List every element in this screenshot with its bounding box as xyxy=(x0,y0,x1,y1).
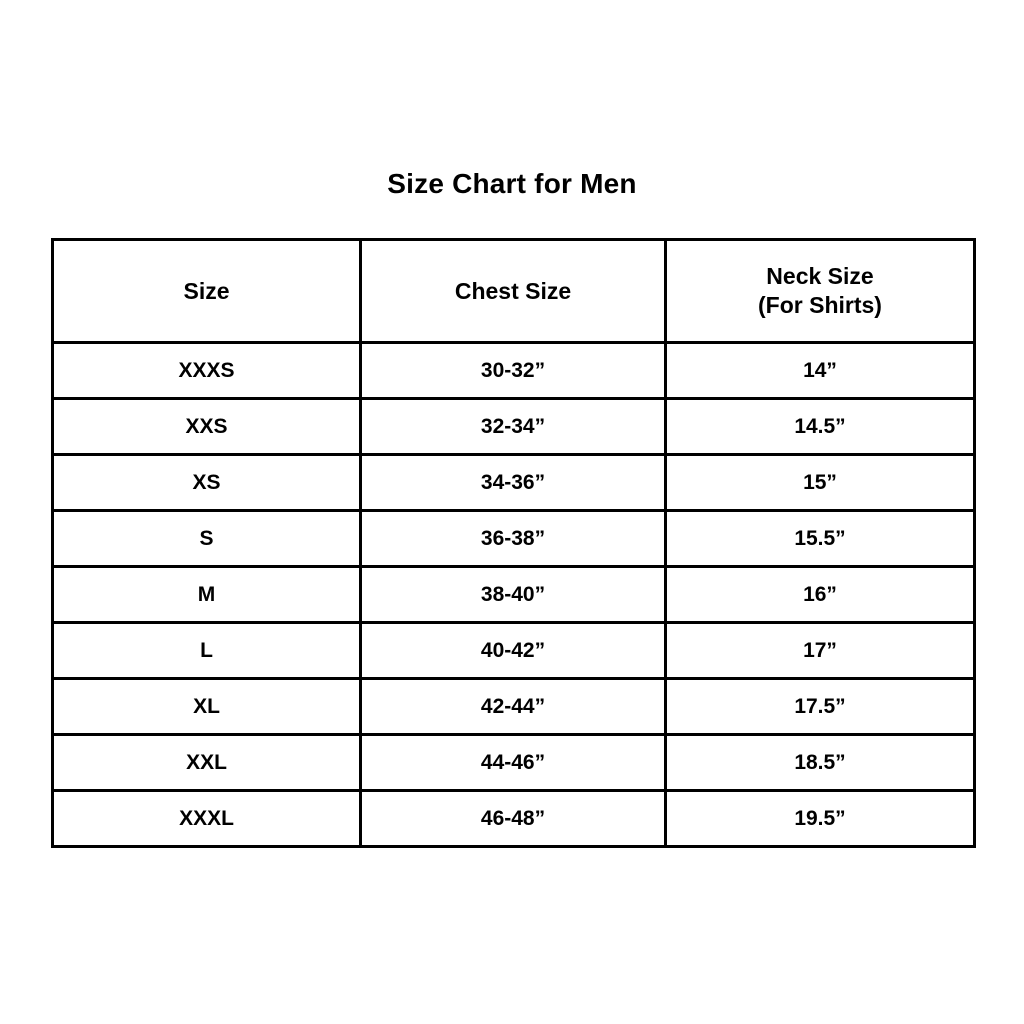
size-table xyxy=(51,238,976,848)
cell-size: M xyxy=(53,567,361,623)
cell-size: XXS xyxy=(53,399,361,455)
column-header-chest-label: Chest Size xyxy=(454,277,572,304)
cell-chest: 38-40” xyxy=(361,567,666,623)
table-row xyxy=(53,791,975,847)
cell-neck: 19.5” xyxy=(666,791,975,847)
cell-neck: 18.5” xyxy=(666,735,975,791)
table-row xyxy=(53,567,975,623)
cell-chest: 34-36” xyxy=(361,455,666,511)
table-row xyxy=(53,511,975,567)
cell-size: XL xyxy=(53,679,361,735)
cell-chest: 44-46” xyxy=(361,735,666,791)
column-header-neck xyxy=(666,240,975,343)
table-header-row xyxy=(53,240,975,343)
cell-neck: 17” xyxy=(666,623,975,679)
cell-neck: 15.5” xyxy=(666,511,975,567)
cell-chest: 30-32” xyxy=(361,343,666,399)
cell-neck: 15” xyxy=(666,455,975,511)
table-row xyxy=(53,623,975,679)
table-row xyxy=(53,455,975,511)
cell-size: XXXL xyxy=(53,791,361,847)
column-header-chest xyxy=(361,240,666,343)
cell-chest: 46-48” xyxy=(361,791,666,847)
cell-chest: 36-38” xyxy=(361,511,666,567)
cell-neck: 17.5” xyxy=(666,679,975,735)
table-row xyxy=(53,399,975,455)
cell-size: XS xyxy=(53,455,361,511)
column-header-size-label: Size xyxy=(183,277,230,304)
cell-chest: 32-34” xyxy=(361,399,666,455)
cell-chest: 42-44” xyxy=(361,679,666,735)
table-body xyxy=(53,343,975,847)
cell-size: XXL xyxy=(53,735,361,791)
cell-size: L xyxy=(53,623,361,679)
cell-neck: 14” xyxy=(666,343,975,399)
cell-size: XXXS xyxy=(53,343,361,399)
cell-neck: 14.5” xyxy=(666,399,975,455)
table-header xyxy=(53,240,975,343)
table-row xyxy=(53,343,975,399)
page-title: Size Chart for Men xyxy=(387,168,637,199)
cell-neck: 16” xyxy=(666,567,975,623)
column-header-neck-label: Neck Size xyxy=(766,263,874,290)
size-table-container xyxy=(51,238,973,848)
cell-size: S xyxy=(53,511,361,567)
table-row xyxy=(53,735,975,791)
table-row xyxy=(53,679,975,735)
cell-chest: 40-42” xyxy=(361,623,666,679)
column-header-size xyxy=(53,240,361,343)
column-header-neck-sublabel: (For Shirts) xyxy=(758,292,882,318)
